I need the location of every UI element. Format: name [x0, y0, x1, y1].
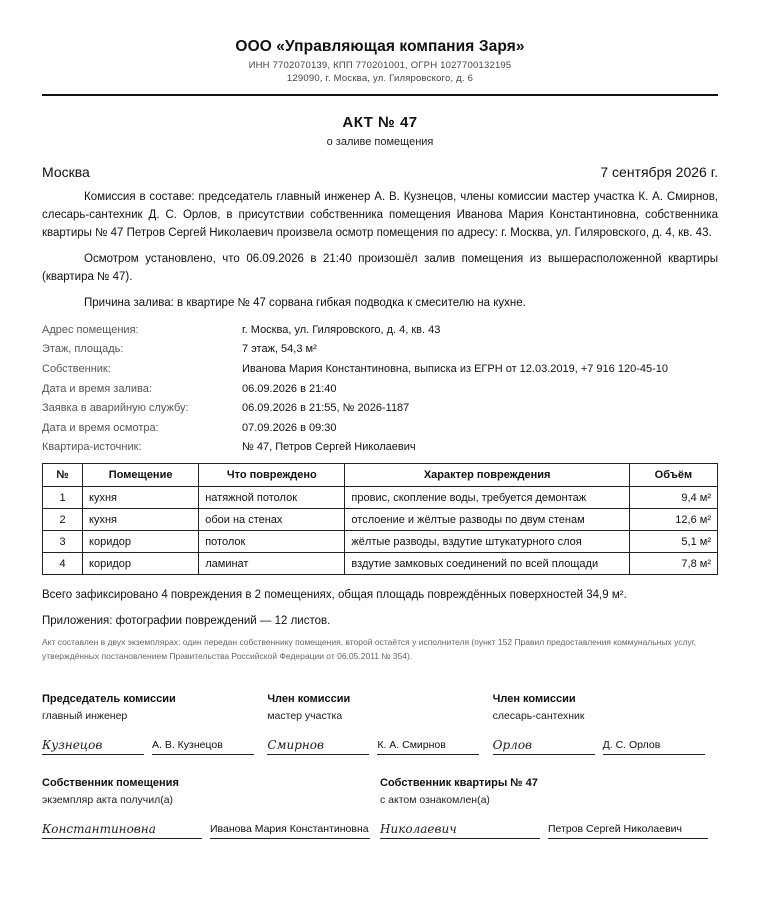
signature-line — [493, 738, 718, 755]
column-header: Объём — [629, 464, 717, 487]
row-room: коридор — [83, 531, 199, 553]
signature-block-source-owner — [380, 777, 718, 839]
signature-line — [380, 822, 718, 839]
signature-position: мастер участка — [267, 710, 343, 723]
column-header: Что повреждено — [199, 464, 345, 487]
signature-name: Иванова Мария Константиновна — [210, 823, 370, 839]
detail-row — [42, 359, 718, 379]
signature-position: экземпляр акта получил(а) — [42, 794, 174, 807]
row-volume: 5,1 м² — [629, 531, 717, 553]
row-volume: 9,4 м² — [629, 487, 717, 509]
column-header: Помещение — [83, 464, 199, 487]
table-row — [43, 487, 718, 509]
row-number: 4 — [43, 553, 83, 575]
column-header: Характер повреждения — [345, 464, 629, 487]
header-divider — [42, 94, 718, 96]
owner-signatures — [42, 777, 718, 839]
row-damage: провис, скопление воды, требуется демонтаж — [345, 487, 629, 509]
table-row — [43, 509, 718, 531]
signature-role: Председатель комиссии — [42, 693, 176, 706]
row-damage: жёлтые разводы, вздутие штукатурного слоя — [345, 531, 629, 553]
cause-paragraph: Причина залива: в квартире № 47 сорвана гибкая подводка к смесителю на кухне. — [84, 297, 526, 309]
detail-label: Адрес помещения: — [42, 323, 139, 336]
row-damage: отслоение и жёлтые разводы по двум стенам — [345, 509, 629, 531]
document-title: АКТ № 47 — [342, 114, 418, 131]
signature-role: Член комиссии — [267, 693, 351, 706]
damage-summary: Всего зафиксировано 4 повреждения в 2 помещениях, общая площадь повреждённых поверхностей 34,9 м². — [42, 589, 627, 602]
signature-line — [42, 738, 267, 755]
row-room: коридор — [83, 553, 199, 575]
detail-label: Заявка в аварийную службу: — [42, 402, 189, 415]
detail-value: 7 этаж, 54,3 м² — [242, 343, 317, 356]
signature-position: слесарь-сантехник — [492, 710, 585, 723]
detail-row — [42, 398, 718, 418]
legal-footnote: Акт составлен в двух экземплярах: один передан собственнику помещения, второй остаётся у исполнителя (пункт 152 Правил предоставления коммунальных услуг, утверждённых постановлением Правительства Российской Федерации от 06.05.2011 № 354). — [42, 637, 697, 662]
signature-role: Член комиссии — [492, 693, 576, 706]
table-header-row — [43, 464, 718, 487]
detail-label: Квартира-источник: — [42, 441, 142, 454]
signature-role: Собственник помещения — [42, 777, 179, 790]
detail-label: Дата и время залива: — [42, 382, 152, 395]
signature-name: Петров Сергей Николаевич — [548, 823, 708, 839]
row-item: обои на стенах — [199, 509, 345, 531]
detail-value: № 47, Петров Сергей Николаевич — [242, 441, 416, 454]
signature-name: Д. С. Орлов — [603, 739, 705, 755]
handwritten-signature: Кузнецов — [42, 738, 144, 755]
detail-value: 07.09.2026 в 09:30 — [242, 421, 337, 434]
signature-block-member-1 — [267, 693, 492, 755]
details-list — [42, 320, 718, 457]
detail-value: г. Москва, ул. Гиляровского, д. 4, кв. 43 — [242, 323, 441, 336]
signature-role: Собственник квартиры № 47 — [380, 777, 538, 790]
row-volume: 12,6 м² — [629, 509, 717, 531]
detail-value: 06.09.2026 в 21:55, № 2026-1187 — [242, 402, 410, 415]
signature-name: А. В. Кузнецов — [152, 739, 254, 755]
table-row — [43, 553, 718, 575]
row-room: кухня — [83, 487, 199, 509]
appendix-note: Приложения: фотографии повреждений — 12 листов. — [42, 615, 331, 628]
signature-block-owner — [42, 777, 380, 839]
handwritten-signature: Константиновна — [42, 822, 202, 839]
detail-value: Иванова Мария Константиновна, выписка из ЕГРН от 12.03.2019, +7 916 120-45-10 — [242, 362, 668, 375]
row-item: ламинат — [199, 553, 345, 575]
org-name: ООО «Управляющая компания Заря» — [235, 38, 525, 55]
document-subtitle: о заливе помещения — [326, 136, 434, 148]
document-city: Москва — [42, 164, 90, 180]
signature-position: с актом ознакомлен(а) — [380, 794, 490, 807]
row-volume: 7,8 м² — [629, 553, 717, 575]
detail-row — [42, 320, 718, 340]
signature-line — [42, 822, 380, 839]
detail-label: Собственник: — [42, 362, 111, 375]
row-item: потолок — [199, 531, 345, 553]
signature-block-chairman — [42, 693, 267, 755]
findings-paragraph: Осмотром установлено, что 06.09.2026 в 21:40 произошёл залив помещения из вышерасположенной квартиры (квартира № 47). — [42, 253, 718, 283]
row-room: кухня — [83, 509, 199, 531]
detail-row — [42, 379, 718, 399]
table-row — [43, 531, 718, 553]
row-number: 3 — [43, 531, 83, 553]
document-date: 7 сентября 2026 г. — [600, 164, 718, 180]
handwritten-signature: Орлов — [493, 738, 595, 755]
org-requisites: ИНН 7702070139, КПП 770201001, ОГРН 1027700132195 — [248, 60, 512, 71]
place-date-line — [42, 164, 718, 180]
row-damage: вздутие замковых соединений по всей площади — [345, 553, 629, 575]
org-address: 129090, г. Москва, ул. Гиляровского, д. 6 — [286, 73, 474, 84]
row-item: натяжной потолок — [199, 487, 345, 509]
row-number: 2 — [43, 509, 83, 531]
damage-table — [42, 463, 718, 575]
column-header: № — [43, 464, 83, 487]
signature-line — [267, 738, 492, 755]
row-number: 1 — [43, 487, 83, 509]
signature-position: главный инженер — [42, 710, 128, 723]
commission-paragraph: Комиссия в составе: председатель главный инженер А. В. Кузнецов, члены комиссии мастер участка К. А. Смирнов, слесарь-сантехник Д. С. Орлов, в присутствии собственника помещения Иванова Мария Константиновна, собственника квартиры № 47 Петров Сергей Николаевич произвела осмотр помещения по адресу: г. Москва, ул. Гиляровского, д. 4, кв. 43. — [42, 191, 718, 239]
signature-name: К. А. Смирнов — [377, 739, 479, 755]
handwritten-signature: Николаевич — [380, 822, 540, 839]
detail-row — [42, 340, 718, 360]
detail-row — [42, 438, 718, 458]
detail-label: Этаж, площадь: — [42, 343, 124, 356]
detail-label: Дата и время осмотра: — [42, 421, 159, 434]
detail-row — [42, 418, 718, 438]
detail-value: 06.09.2026 в 21:40 — [242, 382, 337, 395]
commission-signatures — [42, 693, 718, 755]
handwritten-signature: Смирнов — [267, 738, 369, 755]
org-header — [42, 0, 718, 84]
signature-block-member-2 — [493, 693, 718, 755]
